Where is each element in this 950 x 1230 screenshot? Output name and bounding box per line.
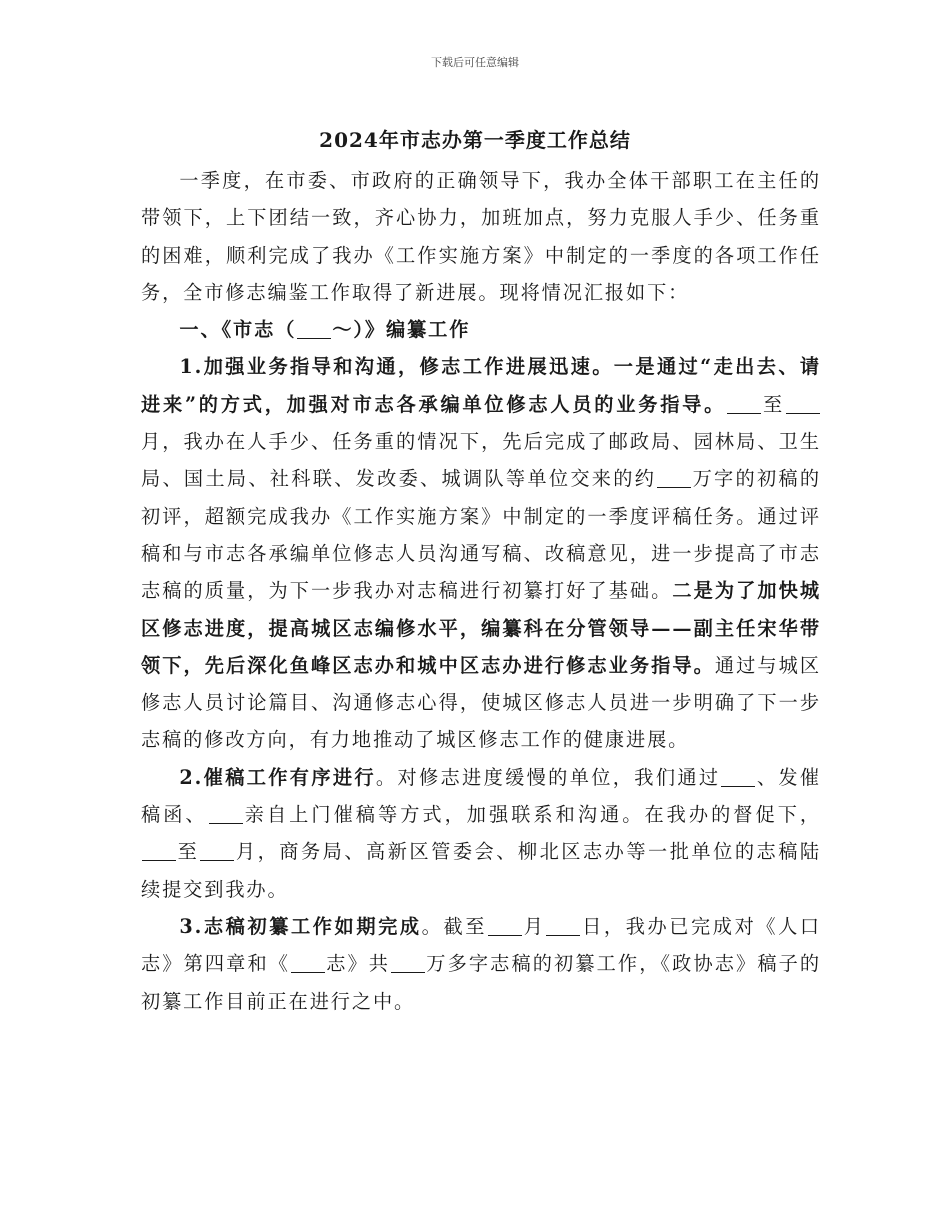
blank-field: [657, 468, 691, 488]
item-3-text-a: 。截至: [421, 914, 487, 938]
item-2-text-c: 亲自上门催稿等方式，加强联系和沟通。在我办的督促下，: [243, 803, 821, 827]
blank-field: [786, 394, 820, 414]
item-3-paragraph: [141, 908, 821, 1020]
blank-field: [488, 916, 522, 936]
item-2-paragraph: [141, 759, 821, 908]
item-2-text-d: 至: [177, 840, 200, 864]
item-2-text-a: 。对修志进度缓慢的单位，我们通过: [375, 765, 721, 789]
item-3-lead: 3.志稿初纂工作如期完成: [179, 914, 422, 938]
blank-field: [209, 804, 243, 824]
blank-field: [721, 767, 755, 787]
blank-field: [291, 953, 325, 973]
blank-field: [297, 319, 331, 339]
document-body: [141, 162, 821, 1020]
blank-field: [200, 841, 234, 861]
section-heading-1: [141, 311, 821, 348]
intro-paragraph: [141, 162, 821, 311]
blank-field: [142, 841, 176, 861]
item-3-text-b: 月: [523, 914, 546, 938]
item-1-bold-2: 二是为了加快城区修志进度，提高城区志编修水平，编纂科在分管领导——副主任宋华带领下，先后深化鱼峰区志办和城中区志办进行修志业务指导。: [141, 579, 821, 677]
blank-field: [727, 394, 761, 414]
document-title: 2024年市志办第一季度工作总结: [319, 128, 631, 152]
intro-text: 一季度，在市委、市政府的正确领导下，我办全体干部职工在主任的带领下，上下团结一致，齐心协力，加班加点，努力克服人手少、任务重的困难，顺利完成了我办《工作实施方案》中制定的一季度的各项工作任务，全市修志编鉴工作取得了新进展。现将情况汇报如下：: [141, 169, 821, 304]
item-2-text-e: 月，商务局、高新区管委会、柳北区志办等一批单位的志稿陆续提交到我办。: [141, 840, 821, 901]
section-heading-1-part-b: ～）》编纂工作: [332, 318, 471, 342]
item-3-text-c: 日，我办已完成对《人口志》第四章和《: [141, 914, 821, 976]
item-1-text-b: 月，我办在人手少、任务重的情况下，先后完成了邮政局、园林局、卫生局、国土局、社科联、发改委、城调队等单位交来的约: [141, 430, 821, 491]
item-3-text-d: 志》共: [326, 952, 391, 976]
item-1-text-c: 万字的初稿的初评，超额完成我办《工作实施方案》中制定的一季度评稿任务。通过评稿和与市志各承编单位修志人员沟通写稿、改稿意见，进一步提高了市志志稿的质量，为下一步我办对志稿进行初纂打好了基础。: [141, 467, 821, 603]
section-heading-1-part-a: 一、《市志（: [179, 318, 297, 342]
item-2-text-b: 、发催稿函、: [141, 765, 822, 827]
item-1-text-d: 通过与城区修志人员讨论篇目、沟通修志心得，使城区修志人员进一步明确了下一步志稿的修改方向，有力地推动了城区修志工作的健康进展。: [141, 653, 821, 752]
blank-field: [391, 953, 425, 973]
item-3-text-e: 万多字志稿的初纂工作，《政协志》稿子的初纂工作目前正在进行之中。: [141, 952, 822, 1013]
item-2-lead: 2.催稿工作有序进行: [179, 765, 376, 789]
page-header-note: 下载后可任意编辑: [431, 56, 519, 69]
item-1-paragraph: [141, 348, 821, 758]
item-1-lead: 1.加强业务指导和沟通，修志工作进展迅速。一是通过“走出去、请进来”的方式，加强对市志各承编单位修志人员的业务指导。: [141, 355, 821, 416]
blank-field: [546, 916, 580, 936]
item-1-text-a: 至: [762, 392, 785, 416]
